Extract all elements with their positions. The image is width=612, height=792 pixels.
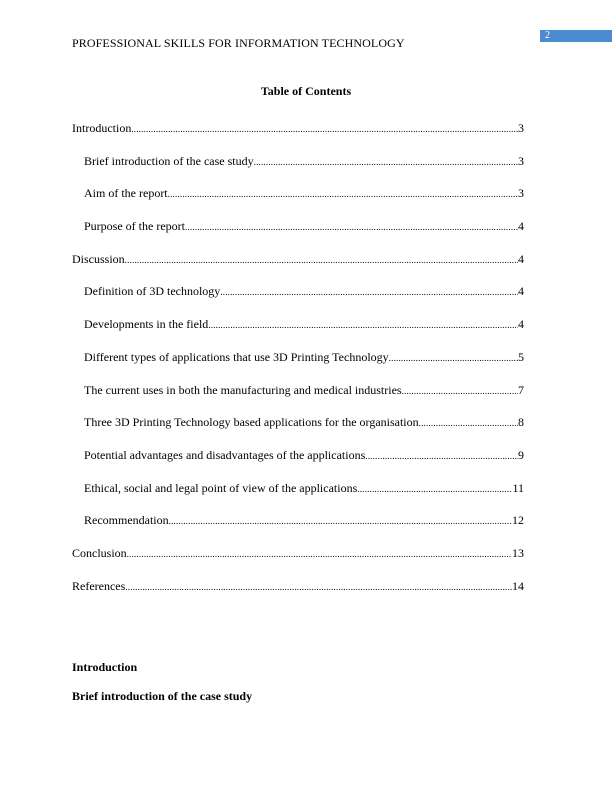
toc-entry-label: Discussion	[72, 251, 125, 266]
toc-entry-introduction[interactable]	[72, 120, 524, 153]
toc-entry-label: Potential advantages and disadvantages of the applications	[84, 447, 366, 462]
dot-leader	[169, 513, 512, 529]
toc-title: Table of Contents	[260, 84, 352, 98]
dot-leader	[389, 350, 518, 366]
toc-entry-references[interactable]	[72, 578, 524, 611]
subsection-heading-brief-introduction: Brief introduction of the case study	[72, 689, 253, 703]
toc-entry-page: 13	[512, 545, 524, 560]
dot-leader	[127, 546, 512, 562]
toc-entry-label: Aim of the report	[84, 186, 168, 201]
toc-entry-application-types[interactable]	[72, 349, 524, 382]
table-of-contents	[72, 120, 524, 610]
toc-entry-page: 7	[518, 382, 524, 397]
toc-entry-label: Introduction	[72, 121, 132, 135]
toc-entry-definition[interactable]	[72, 283, 524, 316]
running-header-title: PROFESSIONAL SKILLS FOR INFORMATION TECHNOLOGY	[72, 36, 405, 50]
toc-entry-label: Ethical, social and legal point of view of the applications	[84, 480, 358, 495]
toc-entry-label: Definition of 3D technology	[84, 284, 221, 299]
toc-entry-page: 4	[518, 317, 524, 332]
toc-entry-page: 3	[518, 121, 524, 135]
toc-entry-three-applications[interactable]	[72, 414, 524, 447]
toc-entry-ethical[interactable]	[72, 480, 524, 513]
toc-entry-label: Three 3D Printing Technology based applications for the organisation	[84, 415, 419, 430]
page-number-badge: 2	[540, 30, 612, 42]
toc-entry-page: 3	[518, 186, 524, 201]
toc-entry-conclusion[interactable]	[72, 545, 524, 578]
toc-entry-page: 4	[518, 251, 524, 266]
toc-entry-page: 4	[518, 219, 524, 234]
dot-leader	[357, 481, 512, 497]
toc-entry-label: Recommendation	[84, 513, 169, 528]
dot-leader	[185, 219, 518, 235]
toc-entry-label: Different types of applications that use 3D Printing Technology	[84, 349, 389, 364]
toc-entry-page: 4	[518, 284, 524, 299]
toc-entry-advantages[interactable]	[72, 447, 524, 480]
dot-leader	[125, 252, 518, 268]
toc-entry-label: References	[72, 578, 126, 593]
toc-entry-current-uses[interactable]	[72, 382, 524, 415]
toc-entry-label: Brief introduction of the case study	[84, 153, 254, 168]
toc-entry-label: Developments in the field	[84, 317, 209, 332]
dot-leader	[419, 415, 518, 431]
dot-leader	[131, 121, 518, 137]
toc-entry-page: 8	[518, 415, 524, 430]
section-heading-introduction: Introduction	[72, 660, 138, 674]
toc-entry-page: 3	[518, 153, 524, 168]
dot-leader	[168, 186, 518, 202]
dot-leader	[125, 579, 512, 595]
dot-leader	[365, 448, 518, 464]
toc-entry-page: 5	[518, 349, 524, 364]
toc-entry-page: 14	[512, 578, 524, 593]
toc-entry-purpose[interactable]	[72, 218, 524, 251]
dot-leader	[254, 154, 518, 170]
dot-leader	[220, 284, 518, 300]
toc-entry-label: Purpose of the report	[84, 219, 185, 234]
dot-leader	[402, 383, 518, 399]
toc-entry-label: Conclusion	[72, 545, 127, 560]
toc-entry-brief-introduction[interactable]	[72, 153, 524, 186]
toc-entry-page: 12	[512, 513, 524, 528]
toc-entry-label: The current uses in both the manufacturing and medical industries	[84, 382, 402, 397]
toc-entry-recommendation[interactable]	[72, 512, 524, 545]
toc-entry-aim[interactable]	[72, 185, 524, 218]
toc-entry-page: 9	[518, 447, 524, 462]
toc-entry-developments[interactable]	[72, 316, 524, 349]
dot-leader	[208, 317, 518, 333]
toc-entry-discussion[interactable]	[72, 251, 524, 284]
toc-entry-page: 11	[512, 480, 524, 495]
